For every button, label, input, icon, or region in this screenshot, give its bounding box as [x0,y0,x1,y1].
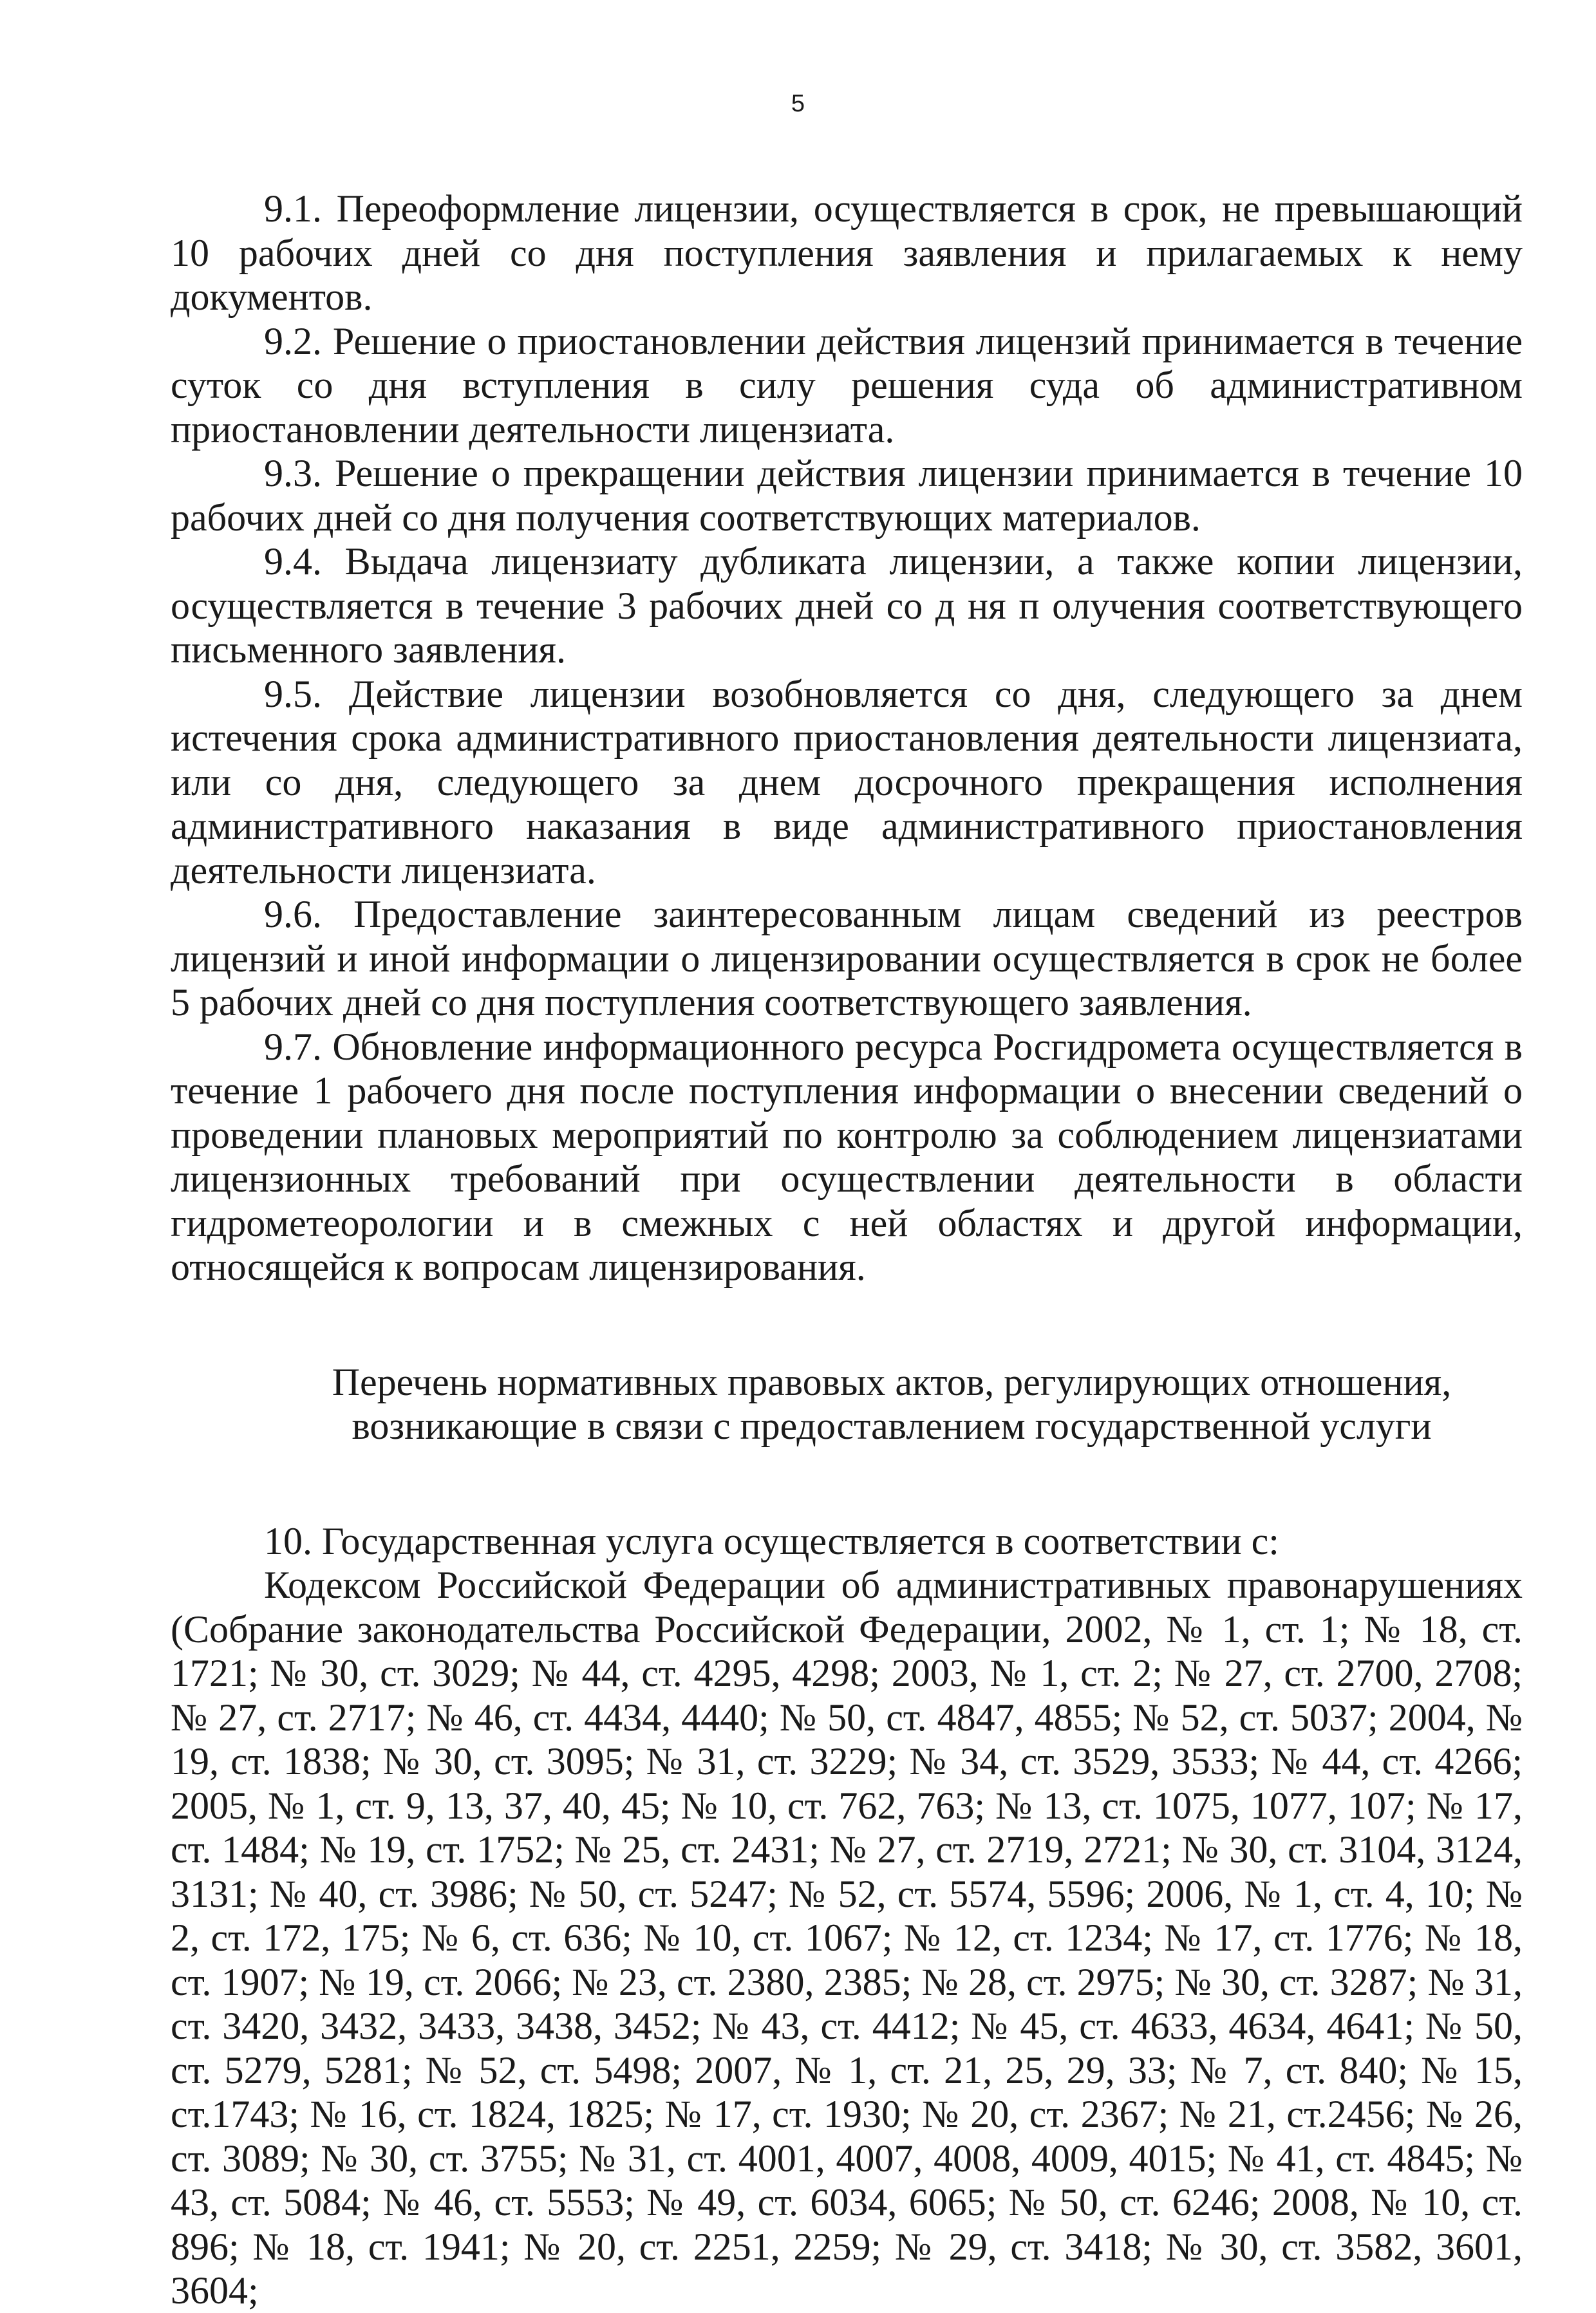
paragraph-9-2: 9.2. Решение о приостановлении действия лицензий принимается в течение суток со дня вступления в силу решения суда об административном приостановлении деятельности лицензиата. [171,319,1523,451]
page-number: 5 [791,90,805,117]
paragraph-9-5: 9.5. Действие лицензии возобновляется со дня, следующего за днем истечения срока административного приостановления деятельности лицензиата, или со дня, следующего за днем досрочного прекращения исполнения административного наказания в виде административного приостановления деятельности лицензиата. [171,672,1523,892]
section-heading-line-2: возникающие в связи с предоставлением государственной услуги [352,1405,1432,1447]
paragraph-kodeks: Кодексом Российской Федерации об административных правонарушениях (Собрание законодательства Российской Федерации, 2002, № 1, ст. 1; № 18, ст. 1721; № 30, ст. 3029; № 44, ст. 4295, 4298; 2003, № 1, ст. 2; № 27, ст. 2700, 2708; № 27, ст. 2717; № 46, ст. 4434, 4440; № 50, ст. 4847, 4855; № 52, ст. 5037; 2004, № 19, ст. 1838; № 30, ст. 3095; № 31, ст. 3229; № 34, ст. 3529, 3533; № 44, ст. 4266; 2005, № 1, ст. 9, 13, 37, 40, 45; № 10, ст. 762, 763; № 13, ст. 1075, 1077, 107; № 17, ст. 1484; № 19, ст. 1752; № 25, ст. 2431; № 27, ст. 2719, 2721; № 30, ст. 3104, 3124, 3131; № 40, ст. 3986; № 50, ст. 5247; № 52, ст. 5574, 5596; 2006, № 1, ст. 4, 10; № 2, ст. 172, 175; № 6, ст. 636; № 10, ст. 1067; № 12, ст. 1234; № 17, ст. 1776; № 18, ст. 1907; № 19, ст. 2066; № 23, ст. 2380, 2385; № 28, ст. 2975; № 30, ст. 3287; № 31, ст. 3420, 3432, 3433, 3438, 3452; № 43, ст. 4412; № 45, ст. 4633, 4634, 4641; № 50, ст. 5279, 5281; № 52, ст. 5498; 2007, № 1, ст. 21, 25, 29, 33; № 7, ст. 840; № 15, ст.1743; № 16, ст. 1824, 1825; № 17, ст. 1930; № 20, ст. 2367; № 21, ст.2456; № 26, ст. 3089; № 30, ст. 3755; № 31, ст. 4001, 4007, 4008, 4009, 4015; № 41, ст. 4845; № 43, ст. 5084; № 46, ст. 5553; № 49, ст. 6034, 6065; № 50, ст. 6246; 2008, № 10, ст. 896; № 18, ст. 1941; № 20, ст. 2251, 2259; № 29, ст. 3418; № 30, ст. 3582, 3601, 3604; [171,1564,1523,2312]
paragraph-10: 10. Государственная услуга осуществляется в соответствии с: [264,1519,1279,1562]
paragraph-9-7: 9.7. Обновление информационного ресурса Росгидромета осуществляется в течение 1 рабочего дня после поступления информации о внесении сведений о проведении плановых мероприятий по контролю за соблюдением лицензиатами лицензионных требований при осуществлении деятельности в области гидрометеорологии и в смежных с ней областях и другой информации, относящейся к вопросам лицензирования. [171,1025,1523,1288]
paragraph-9-4: 9.4. Выдача лицензиату дубликата лицензии, а также копии лицензии, осуществляется в течение 3 рабочих дней со д ня п олучения соответствующего письменного заявления. [171,540,1523,671]
paragraph-9-6: 9.6. Предоставление заинтересованным лицам сведений из реестров лицензий и иной информации о лицензировании осуществляется в срок не более 5 рабочих дней со дня поступления соответствующего заявления. [171,893,1523,1024]
paragraph-9-3: 9.3. Решение о прекращении действия лицензии принимается в течение 10 рабочих дней со дня получения соответствующих материалов. [171,452,1523,539]
document-body [171,187,1523,2313]
paragraph-9-1: 9.1. Переоформление лицензии, осуществляется в срок, не превышающий 10 рабочих дней со дня поступления заявления и прилагаемых к нему документов. [171,187,1523,318]
section-heading-line-1: Перечень нормативных правовых актов, регулирующих отношения, [332,1360,1452,1403]
section-heading [171,1360,1523,1448]
